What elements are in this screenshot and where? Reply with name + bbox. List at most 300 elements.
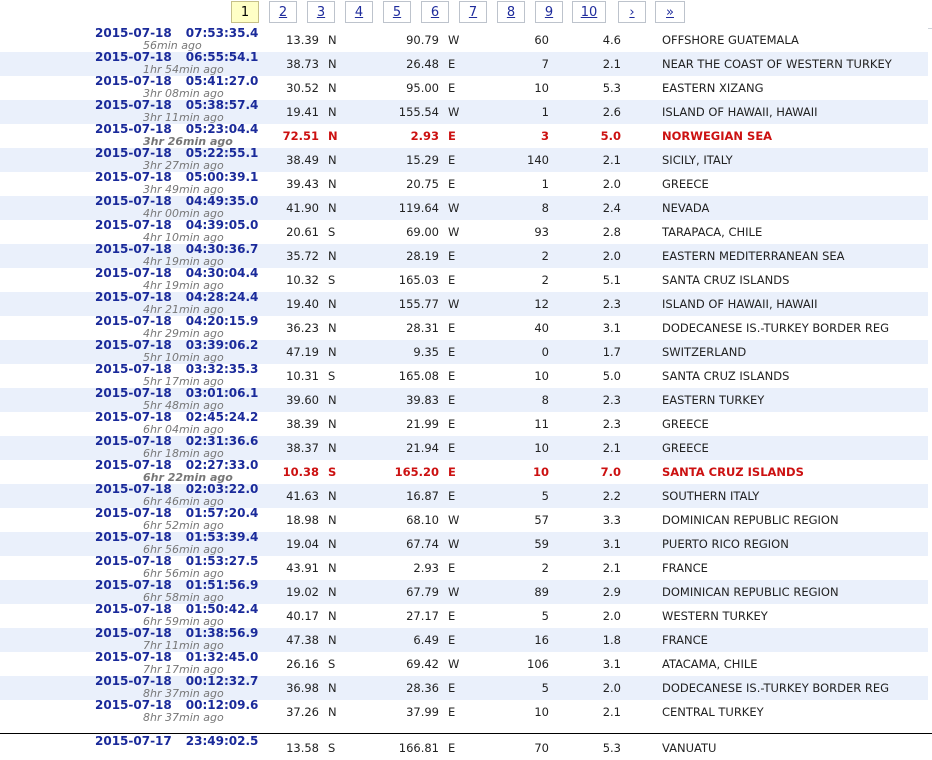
time-ago-label: 4hr 10min ago	[143, 231, 224, 244]
longitude-value: 9.35	[413, 345, 439, 359]
longitude-direction: E	[448, 633, 456, 647]
depth-value: 16	[534, 633, 549, 647]
longitude-direction: E	[448, 369, 456, 383]
depth-value: 5	[541, 489, 549, 503]
longitude-direction: E	[448, 321, 456, 335]
depth-value: 60	[534, 33, 549, 47]
latitude-value: 38.39	[286, 417, 319, 431]
latitude-direction: N	[328, 705, 337, 719]
page-2-link[interactable]: 2	[269, 1, 297, 23]
latitude-direction: N	[328, 129, 338, 143]
longitude-value: 69.00	[406, 225, 439, 239]
latitude-direction: N	[328, 153, 337, 167]
event-datetime-link[interactable]: 2015-07-18 04:28:24.4	[95, 292, 259, 304]
depth-value: 140	[527, 153, 549, 167]
table-row	[0, 436, 928, 460]
magnitude-value: 2.3	[602, 393, 621, 407]
event-datetime-link[interactable]: 2015-07-18 02:31:36.6	[95, 436, 259, 448]
event-datetime-link[interactable]: 2015-07-18 04:49:35.0	[95, 196, 259, 208]
datetime-cell	[0, 736, 282, 760]
event-datetime-link[interactable]: 2015-07-18 04:30:04.4	[95, 268, 259, 280]
datetime-cell	[0, 100, 282, 124]
region-name: SANTA CRUZ ISLANDS	[662, 465, 804, 479]
datetime-cell	[0, 292, 282, 316]
datetime-cell	[0, 364, 282, 388]
page-7-link[interactable]: 7	[459, 1, 487, 23]
depth-value: 106	[527, 657, 549, 671]
time-ago-label: 4hr 29min ago	[143, 327, 224, 340]
datetime-cell	[0, 460, 282, 484]
longitude-value: 21.94	[406, 441, 439, 455]
longitude-value: 28.31	[406, 321, 439, 335]
longitude-value: 37.99	[406, 705, 439, 719]
table-row	[0, 364, 928, 388]
datetime-cell	[0, 676, 282, 700]
time-ago-label: 5hr 17min ago	[143, 375, 224, 388]
longitude-value: 15.29	[406, 153, 439, 167]
latitude-value: 30.52	[286, 81, 319, 95]
time-ago-label: 4hr 00min ago	[143, 207, 224, 220]
time-ago-label: 3hr 49min ago	[143, 183, 224, 196]
magnitude-value: 1.8	[602, 633, 621, 647]
longitude-direction: E	[448, 393, 456, 407]
longitude-direction: E	[448, 609, 456, 623]
time-ago-label: 6hr 56min ago	[143, 567, 224, 580]
table-row	[0, 532, 928, 556]
latitude-value: 19.41	[286, 105, 319, 119]
latitude-direction: S	[328, 741, 336, 755]
magnitude-value: 2.3	[602, 297, 621, 311]
next-day-table	[0, 736, 928, 760]
longitude-direction: E	[448, 561, 456, 575]
latitude-value: 72.51	[282, 129, 319, 143]
latitude-value: 41.63	[286, 489, 319, 503]
time-ago-label: 6hr 56min ago	[143, 543, 224, 556]
longitude-value: 155.77	[398, 297, 439, 311]
longitude-value: 39.83	[406, 393, 439, 407]
region-name: OFFSHORE GUATEMALA	[662, 33, 799, 47]
longitude-value: 28.19	[406, 249, 439, 263]
time-ago-label: 6hr 58min ago	[143, 591, 224, 604]
time-ago-label: 6hr 46min ago	[143, 495, 224, 508]
event-datetime-link[interactable]: 2015-07-18 02:27:33.0	[95, 460, 259, 472]
table-row	[0, 244, 928, 268]
depth-value: 57	[534, 513, 549, 527]
magnitude-value: 5.3	[602, 741, 621, 755]
event-datetime-link[interactable]: 2015-07-18 00:12:09.6	[95, 700, 259, 712]
region-name: NEAR THE COAST OF WESTERN TURKEY	[662, 57, 892, 71]
magnitude-value: 2.1	[602, 57, 621, 71]
latitude-value: 13.39	[286, 33, 319, 47]
time-ago-label: 8hr 37min ago	[143, 687, 224, 700]
datetime-cell	[0, 532, 282, 556]
region-name: SOUTHERN ITALY	[662, 489, 760, 503]
magnitude-value: 2.0	[602, 681, 621, 695]
event-datetime-link[interactable]: 2015-07-18 03:01:06.1	[95, 388, 259, 400]
time-ago-label: 3hr 27min ago	[143, 159, 224, 172]
latitude-value: 39.43	[286, 177, 319, 191]
table-row	[0, 28, 928, 52]
table-row	[0, 460, 928, 484]
event-datetime-link[interactable]: 2015-07-18 02:03:22.0	[95, 484, 259, 496]
page-4-link[interactable]: 4	[345, 1, 373, 23]
magnitude-value: 3.1	[602, 657, 621, 671]
latitude-value: 39.60	[286, 393, 319, 407]
event-datetime-link[interactable]: 2015-07-18 01:32:45.0	[95, 652, 259, 664]
time-ago-label: 6hr 52min ago	[143, 519, 224, 532]
region-name: GREECE	[662, 177, 709, 191]
earthquake-table	[0, 28, 928, 724]
latitude-direction: N	[328, 105, 337, 119]
table-row	[0, 76, 928, 100]
table-row	[0, 700, 928, 724]
longitude-direction: W	[448, 33, 460, 47]
depth-value: 10	[534, 441, 549, 455]
depth-value: 5	[541, 609, 549, 623]
longitude-value: 165.08	[398, 369, 439, 383]
event-datetime-link[interactable]: 2015-07-18 02:45:24.2	[95, 412, 259, 424]
magnitude-value: 2.0	[602, 609, 621, 623]
latitude-value: 19.40	[286, 297, 319, 311]
magnitude-value: 2.2	[602, 489, 621, 503]
longitude-direction: E	[448, 153, 456, 167]
event-datetime-link[interactable]: 2015-07-18 04:30:36.7	[95, 244, 259, 256]
longitude-direction: E	[448, 741, 456, 755]
page-3-link[interactable]: 3	[307, 1, 335, 23]
region-name: EASTERN TURKEY	[662, 393, 765, 407]
latitude-value: 20.61	[286, 225, 319, 239]
datetime-cell	[0, 436, 282, 460]
latitude-direction: N	[328, 33, 337, 47]
latitude-value: 38.37	[286, 441, 319, 455]
table-row	[0, 316, 928, 340]
latitude-direction: N	[328, 441, 337, 455]
longitude-direction: E	[448, 273, 456, 287]
magnitude-value: 1.7	[602, 345, 621, 359]
datetime-cell	[0, 484, 282, 508]
latitude-value: 41.90	[286, 201, 319, 215]
time-ago-label: 6hr 04min ago	[143, 423, 224, 436]
depth-value: 3	[540, 129, 549, 143]
table-row	[0, 412, 928, 436]
longitude-direction: E	[448, 129, 456, 143]
event-datetime-link[interactable]: 2015-07-18 01:50:42.4	[95, 604, 259, 616]
datetime-cell	[0, 244, 282, 268]
longitude-direction: W	[448, 105, 460, 119]
datetime-cell	[0, 340, 282, 364]
longitude-value: 90.79	[406, 33, 439, 47]
latitude-direction: N	[328, 681, 337, 695]
region-name: SANTA CRUZ ISLANDS	[662, 273, 790, 287]
depth-value: 2	[541, 249, 549, 263]
time-ago-label: 7hr 17min ago	[143, 663, 224, 676]
longitude-value: 2.93	[413, 561, 439, 575]
table-row	[0, 100, 928, 124]
latitude-direction: N	[328, 321, 337, 335]
longitude-value: 26.48	[406, 57, 439, 71]
table-row	[0, 556, 928, 580]
datetime-cell	[0, 148, 282, 172]
depth-value: 40	[534, 321, 549, 335]
longitude-value: 67.79	[406, 585, 439, 599]
datetime-cell	[0, 556, 282, 580]
latitude-value: 19.04	[286, 537, 319, 551]
datetime-cell	[0, 628, 282, 652]
longitude-direction: E	[448, 441, 456, 455]
latitude-direction: N	[328, 345, 337, 359]
event-datetime-link[interactable]: 2015-07-18 01:53:39.4	[95, 532, 259, 544]
table-row	[0, 676, 928, 700]
event-datetime-link[interactable]: 2015-07-18 06:55:54.1	[95, 52, 259, 64]
region-name: GREECE	[662, 417, 709, 431]
time-ago-label: 6hr 18min ago	[143, 447, 224, 460]
region-name: EASTERN XIZANG	[662, 81, 764, 95]
magnitude-value: 3.1	[602, 537, 621, 551]
table-row	[0, 268, 928, 292]
latitude-value: 36.98	[286, 681, 319, 695]
longitude-direction: E	[448, 345, 456, 359]
region-name: WESTERN TURKEY	[662, 609, 768, 623]
event-datetime-link[interactable]: 2015-07-18 01:57:20.4	[95, 508, 259, 520]
page-9-link[interactable]: 9	[535, 1, 563, 23]
magnitude-value: 3.1	[602, 321, 621, 335]
latitude-direction: N	[328, 561, 337, 575]
latitude-value: 35.72	[286, 249, 319, 263]
region-name: NORWEGIAN SEA	[662, 129, 773, 143]
time-ago-label: 5hr 48min ago	[143, 399, 224, 412]
latitude-value: 26.16	[286, 657, 319, 671]
region-name: SICILY, ITALY	[662, 153, 733, 167]
datetime-cell	[0, 172, 282, 196]
longitude-value: 119.64	[398, 201, 439, 215]
latitude-value: 13.58	[286, 741, 319, 755]
region-name: DODECANESE IS.-TURKEY BORDER REG	[662, 321, 890, 335]
event-datetime-link[interactable]: 2015-07-18 04:39:05.0	[95, 220, 259, 232]
magnitude-value: 2.1	[602, 153, 621, 167]
latitude-value: 19.02	[286, 585, 319, 599]
magnitude-value: 5.1	[602, 273, 621, 287]
region-name: SANTA CRUZ ISLANDS	[662, 369, 790, 383]
longitude-direction: W	[448, 537, 460, 551]
event-datetime-link[interactable]: 2015-07-18 03:32:35.3	[95, 364, 259, 376]
event-datetime-link[interactable]: 2015-07-18 04:20:15.9	[95, 316, 259, 328]
depth-value: 89	[534, 585, 549, 599]
longitude-value: 2.93	[410, 129, 439, 143]
event-datetime-link[interactable]: 2015-07-18 05:22:55.1	[95, 148, 259, 160]
region-name: DOMINICAN REPUBLIC REGION	[662, 585, 839, 599]
page-5-link[interactable]: 5	[383, 1, 411, 23]
longitude-value: 95.00	[406, 81, 439, 95]
latitude-value: 43.91	[286, 561, 319, 575]
longitude-value: 155.54	[398, 105, 439, 119]
event-datetime-link[interactable]: 2015-07-18 05:41:27.0	[95, 76, 259, 88]
latitude-direction: S	[328, 273, 336, 287]
datetime-cell	[0, 700, 282, 724]
event-datetime-link[interactable]: 2015-07-18 05:00:39.1	[95, 172, 259, 184]
latitude-value: 40.17	[286, 609, 319, 623]
latitude-direction: S	[328, 225, 336, 239]
latitude-direction: N	[328, 249, 337, 263]
table-row	[0, 652, 928, 676]
table-row	[0, 604, 928, 628]
latitude-direction: N	[328, 297, 337, 311]
region-name: NEVADA	[662, 201, 710, 215]
depth-value: 10	[534, 369, 549, 383]
region-name: VANUATU	[662, 741, 717, 755]
table-row	[0, 220, 928, 244]
time-ago-label: 4hr 21min ago	[143, 303, 224, 316]
latitude-value: 18.98	[286, 513, 319, 527]
magnitude-value: 2.1	[602, 441, 621, 455]
last-page-link[interactable]: »	[655, 1, 685, 23]
table-row	[0, 736, 928, 760]
event-datetime-link[interactable]: 2015-07-18 00:12:32.7	[95, 676, 259, 688]
table-row	[0, 340, 928, 364]
magnitude-value: 5.0	[600, 129, 621, 143]
table-row	[0, 388, 928, 412]
datetime-cell	[0, 124, 282, 148]
datetime-cell	[0, 412, 282, 436]
table-row	[0, 124, 928, 148]
page-8-link[interactable]: 8	[497, 1, 525, 23]
time-ago-label: 1hr 54min ago	[143, 63, 224, 76]
datetime-cell	[0, 580, 282, 604]
longitude-direction: W	[448, 201, 460, 215]
region-name: FRANCE	[662, 561, 708, 575]
region-name: CENTRAL TURKEY	[662, 705, 764, 719]
latitude-value: 38.73	[286, 57, 319, 71]
next-page-link[interactable]: ›	[618, 1, 646, 23]
time-ago-label: 3hr 11min ago	[143, 111, 224, 124]
longitude-value: 27.17	[406, 609, 439, 623]
event-datetime-link[interactable]: 2015-07-18 03:39:06.2	[95, 340, 259, 352]
depth-value: 59	[534, 537, 549, 551]
latitude-value: 47.38	[286, 633, 319, 647]
depth-value: 2	[541, 561, 549, 575]
page-6-link[interactable]: 6	[421, 1, 449, 23]
depth-value: 93	[534, 225, 549, 239]
datetime-cell	[0, 220, 282, 244]
datetime-cell	[0, 652, 282, 676]
longitude-value: 165.20	[394, 465, 439, 479]
longitude-direction: E	[448, 465, 456, 479]
datetime-cell	[0, 508, 282, 532]
longitude-direction: E	[448, 249, 456, 263]
longitude-direction: W	[448, 225, 460, 239]
longitude-direction: E	[448, 705, 456, 719]
time-ago-label: 7hr 11min ago	[143, 639, 224, 652]
depth-value: 12	[534, 297, 549, 311]
longitude-direction: W	[448, 513, 460, 527]
time-ago-label: 3hr 26min ago	[143, 135, 233, 148]
longitude-direction: E	[448, 681, 456, 695]
table-row	[0, 52, 928, 76]
longitude-direction: E	[448, 417, 456, 431]
event-datetime-link[interactable]: 2015-07-18 05:38:57.4	[95, 100, 259, 112]
magnitude-value: 5.3	[602, 81, 621, 95]
latitude-direction: N	[328, 513, 337, 527]
depth-value: 1	[541, 177, 549, 191]
latitude-value: 10.31	[286, 369, 319, 383]
depth-value: 8	[541, 393, 549, 407]
depth-value: 7	[541, 57, 549, 71]
latitude-direction: N	[328, 585, 337, 599]
depth-value: 5	[541, 681, 549, 695]
latitude-direction: N	[328, 177, 337, 191]
table-row	[0, 484, 928, 508]
longitude-value: 69.42	[406, 657, 439, 671]
table-row	[0, 580, 928, 604]
longitude-direction: E	[448, 489, 456, 503]
longitude-direction: W	[448, 657, 460, 671]
longitude-direction: E	[448, 177, 456, 191]
magnitude-value: 7.0	[600, 465, 621, 479]
latitude-direction: S	[328, 465, 337, 479]
time-ago-label: 5hr 10min ago	[143, 351, 224, 364]
latitude-direction: N	[328, 489, 337, 503]
table-row	[0, 292, 928, 316]
event-datetime-link[interactable]: 2015-07-17 23:49:02.5	[95, 736, 259, 748]
event-datetime-link[interactable]: 2015-07-18 05:23:04.4	[95, 124, 259, 136]
longitude-direction: E	[448, 57, 456, 71]
region-name: ISLAND OF HAWAII, HAWAII	[662, 297, 818, 311]
latitude-direction: S	[328, 369, 336, 383]
region-name: EASTERN MEDITERRANEAN SEA	[662, 249, 845, 263]
longitude-value: 166.81	[398, 741, 439, 755]
latitude-value: 10.32	[286, 273, 319, 287]
datetime-cell	[0, 604, 282, 628]
time-ago-label: 8hr 37min ago	[143, 711, 224, 724]
datetime-cell	[0, 388, 282, 412]
event-datetime-link[interactable]: 2015-07-18 01:51:56.9	[95, 580, 259, 592]
depth-value: 70	[534, 741, 549, 755]
longitude-value: 6.49	[413, 633, 439, 647]
event-datetime-link[interactable]: 2015-07-18 07:53:35.4	[95, 28, 259, 40]
event-datetime-link[interactable]: 2015-07-18 01:53:27.5	[95, 556, 259, 568]
depth-value: 10	[532, 465, 549, 479]
page-10-link[interactable]: 10	[572, 1, 606, 23]
region-name: TARAPACA, CHILE	[662, 225, 763, 239]
magnitude-value: 2.8	[602, 225, 621, 239]
region-name: SWITZERLAND	[662, 345, 747, 359]
time-ago-label: 6hr 22min ago	[143, 471, 233, 484]
longitude-value: 16.87	[406, 489, 439, 503]
latitude-value: 10.38	[282, 465, 319, 479]
time-ago-label: 4hr 19min ago	[143, 255, 224, 268]
pagination-bar	[0, 0, 932, 29]
magnitude-value: 2.0	[602, 249, 621, 263]
depth-value: 1	[541, 105, 549, 119]
longitude-direction: W	[448, 297, 460, 311]
table-row	[0, 172, 928, 196]
region-name: ATACAMA, CHILE	[662, 657, 758, 671]
longitude-value: 67.74	[406, 537, 439, 551]
latitude-value: 37.26	[286, 705, 319, 719]
latitude-direction: N	[328, 393, 337, 407]
latitude-direction: N	[328, 417, 337, 431]
longitude-direction: W	[448, 585, 460, 599]
region-name: DOMINICAN REPUBLIC REGION	[662, 513, 839, 527]
magnitude-value: 2.9	[602, 585, 621, 599]
latitude-direction: N	[328, 633, 337, 647]
region-name: GREECE	[662, 441, 709, 455]
event-datetime-link[interactable]: 2015-07-18 01:38:56.9	[95, 628, 259, 640]
time-ago-label: 56min ago	[143, 39, 202, 52]
time-ago-label: 4hr 19min ago	[143, 279, 224, 292]
time-ago-label: 3hr 08min ago	[143, 87, 224, 100]
latitude-direction: N	[328, 57, 337, 71]
datetime-cell	[0, 268, 282, 292]
